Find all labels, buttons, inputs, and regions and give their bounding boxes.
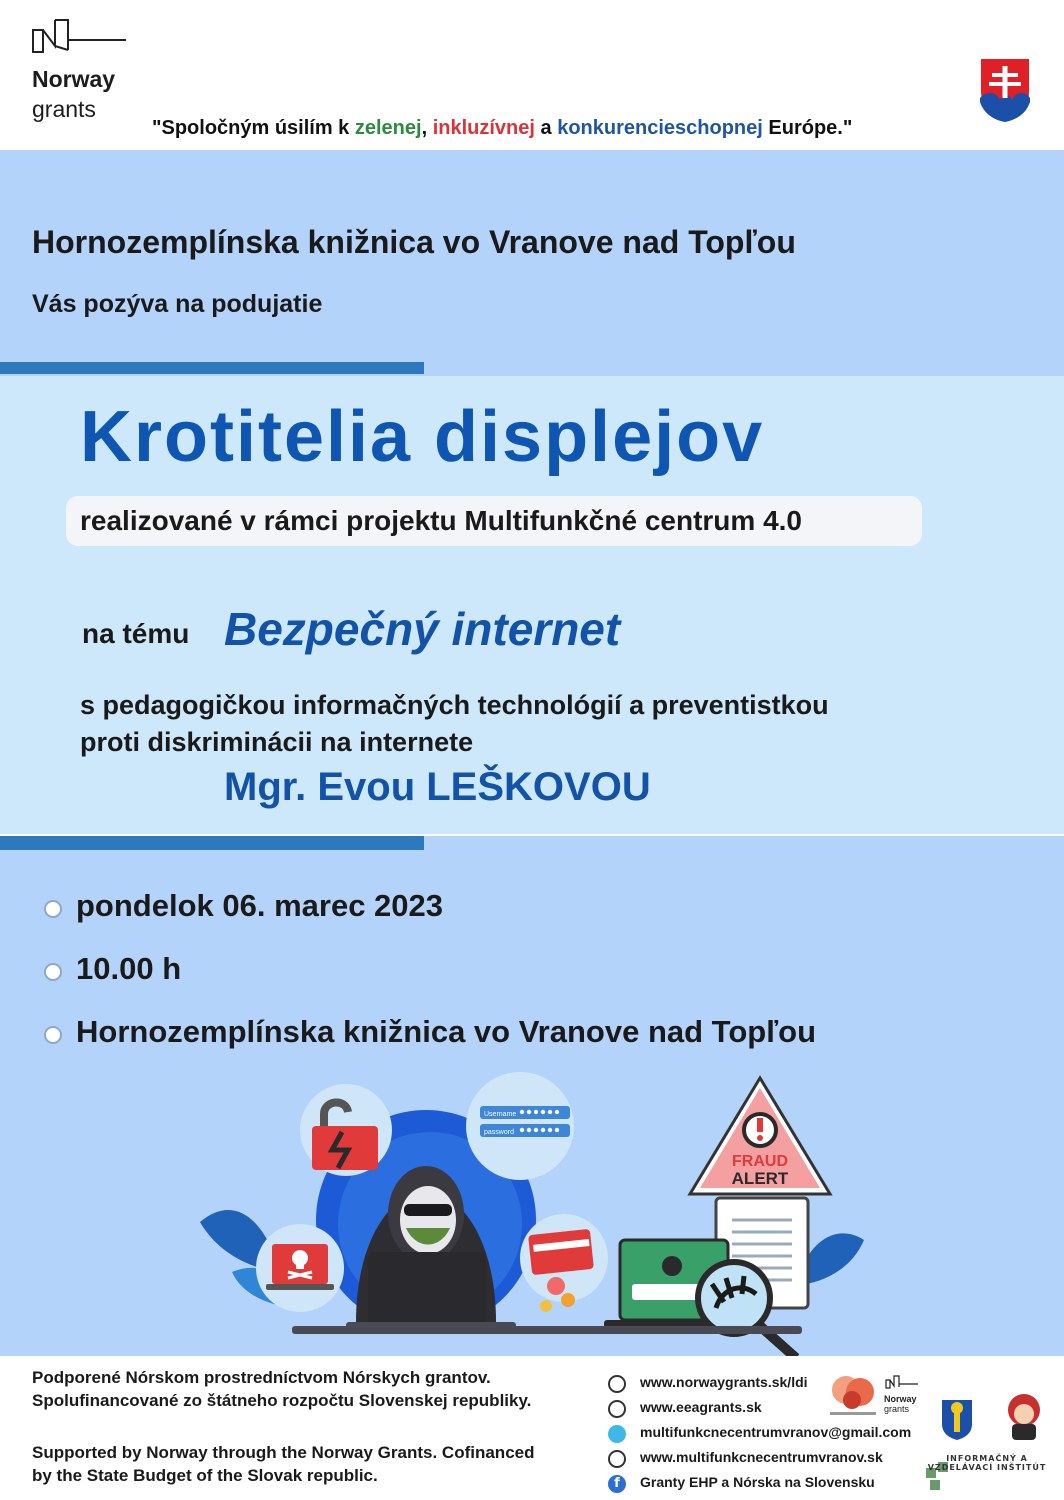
- topic-title: Bezpečný internet: [224, 603, 621, 655]
- support-text-en: Supported by Norway through the Norway Grants. Cofinanced by the State Budget of the Slovak republic.: [32, 1443, 535, 1485]
- lecturer-description-line2: proti diskriminácii na internete: [80, 727, 474, 757]
- bullet-icon: [44, 1026, 62, 1044]
- slovak-coat-of-arms-icon: [978, 56, 1032, 124]
- institute-label: INFORMAČNÝ A VZDELÁVACÍ INŠTITÚT: [927, 1454, 1047, 1472]
- web-icon: [608, 1375, 626, 1393]
- motto-red: inkluzívnej: [432, 117, 535, 139]
- link-text[interactable]: www.eeagrants.sk: [640, 1399, 762, 1415]
- multifunkcne-centrum-logo: [830, 1376, 876, 1415]
- header: [0, 0, 1064, 150]
- organizer: Hornozemplínska knižnica vo Vranove nad Topľou: [32, 224, 796, 260]
- divider-top: [0, 362, 424, 374]
- link-text[interactable]: www.norwaygrants.sk/ldi: [640, 1374, 808, 1390]
- logo-name: Norway: [32, 66, 116, 92]
- intro-band: [0, 150, 1064, 376]
- detail-time-text: 10.00 h: [76, 951, 182, 986]
- event-title: Krotitelia displejov: [80, 397, 765, 477]
- mail-icon: [608, 1425, 626, 1443]
- invite-text: Vás pozýva na podujatie: [32, 290, 323, 318]
- web-icon: [608, 1450, 626, 1468]
- topic-label: na tému: [82, 618, 190, 649]
- institute-mascot-icon: [1008, 1394, 1040, 1440]
- alert-line2: ALERT: [731, 1169, 789, 1188]
- cyber-security-illustration: [196, 1072, 876, 1362]
- web-icon: [608, 1400, 626, 1418]
- mini-logo-sub: grants: [884, 1404, 910, 1414]
- detail-date-text: pondelok 06. marec 2023: [76, 888, 444, 923]
- fraud-alert-icon: [690, 1078, 830, 1194]
- link-text[interactable]: Granty EHP a Nórska na Slovensku: [640, 1474, 875, 1490]
- detail-place-text: Hornozemplínska knižnica vo Vranove nad Topľou: [76, 1014, 817, 1049]
- bullet-icon: [44, 900, 62, 918]
- divider-bottom: [0, 836, 424, 850]
- lecturer-description-line1: s pedagogičkou informačných technológií a preventistkou: [80, 690, 829, 720]
- mini-norway-grants-logo: [884, 1374, 924, 1418]
- motto-green: zelenej: [354, 117, 422, 139]
- link-text[interactable]: multifunkcnecentrumvranov@gmail.com: [640, 1424, 912, 1440]
- alert-line1: FRAUD: [732, 1153, 788, 1170]
- logo-sub: grants: [32, 96, 96, 122]
- ground-line: [292, 1326, 802, 1334]
- norway-grants-logo: [30, 16, 140, 126]
- motto-blue: konkurencieschopnej: [557, 117, 763, 139]
- username-label: Username: [484, 1111, 517, 1118]
- vranov-coat-of-arms-icon: [942, 1400, 972, 1440]
- link-text[interactable]: www.multifunkcnecentrumvranov.sk: [640, 1449, 883, 1465]
- lecturer-name: Mgr. Evou LEŠKOVOU: [224, 765, 651, 809]
- support-text-sk: Podporené Nórskom prostredníctvom Nórskych grantov. Spolufinancované zo štátneho rozpočtu Slovenskej republiky.: [32, 1368, 532, 1410]
- skull-laptop-icon: [266, 1244, 334, 1290]
- norway-grants-icon: [884, 1374, 920, 1392]
- project-text: realizované v rámci projektu Multifunkčné centrum 4.0: [80, 505, 802, 536]
- bullet-icon: [44, 963, 62, 981]
- laptop-icon: [368, 1252, 486, 1324]
- motto: "Spoločným úsilím k zelenej, inkluzívnej a konkurencieschopnej Európe.": [152, 117, 853, 139]
- mini-logo-name: Norway: [884, 1394, 917, 1404]
- norway-grants-icon: [30, 16, 130, 64]
- facebook-icon: f: [608, 1475, 626, 1493]
- partner-logos: [826, 1370, 1062, 1496]
- password-label: password: [484, 1129, 514, 1136]
